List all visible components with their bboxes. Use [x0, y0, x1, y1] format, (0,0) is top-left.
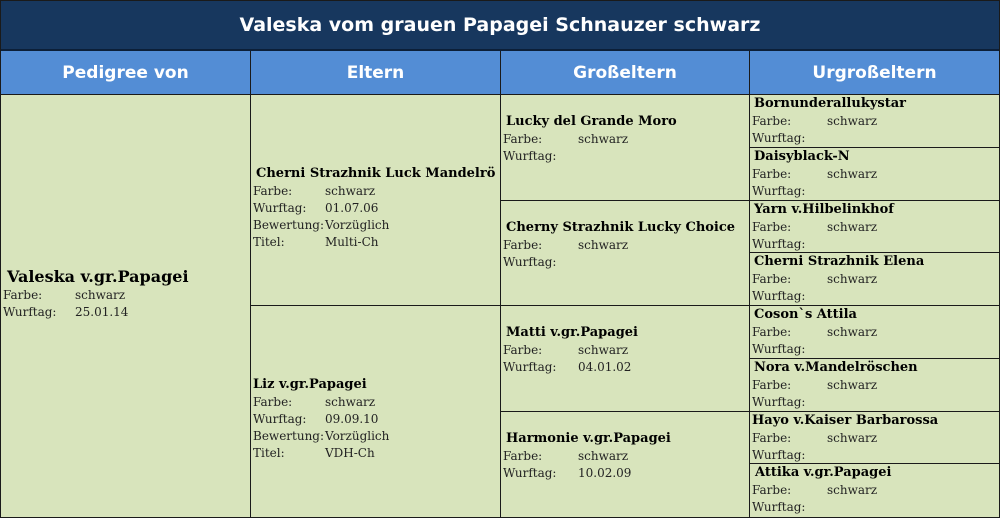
great-grandparent-name: Daisyblack-N	[754, 149, 850, 164]
titel-value: VDH-Ch	[325, 446, 375, 460]
great-grandparent-cell	[750, 201, 999, 253]
farbe-value: schwarz	[827, 378, 878, 392]
bewertung-label: Bewertung:	[253, 218, 325, 232]
header-pedigree-von: Pedigree von	[1, 51, 251, 95]
grandparent-cell	[501, 95, 750, 201]
farbe-label: Farbe:	[503, 132, 543, 146]
farbe-value: schwarz	[827, 483, 878, 497]
farbe-label: Farbe:	[503, 343, 543, 357]
farbe-value: schwarz	[827, 167, 878, 181]
header-urgrosseltern: Urgroßeltern	[750, 51, 999, 95]
grandparent-info	[503, 324, 638, 376]
farbe-label: Farbe:	[752, 114, 792, 128]
great-grandparent-name: Cherni Strazhnik Elena	[754, 254, 925, 269]
wurftag-label: Wurftag:	[752, 500, 806, 514]
parent-info	[253, 165, 495, 251]
farbe-value: schwarz	[827, 272, 878, 286]
parent-cell	[251, 95, 501, 306]
great-grandparent-info	[752, 95, 906, 147]
wurftag-label: Wurftag:	[253, 412, 307, 426]
titel-label: Titel:	[253, 235, 285, 249]
titel-value: Multi-Ch	[325, 235, 379, 249]
wurftag-label: Wurftag:	[752, 184, 806, 198]
farbe-label: Farbe:	[752, 325, 792, 339]
grandparent-info	[503, 219, 735, 271]
great-grandparent-name: Bornunderallukystar	[754, 96, 906, 111]
parent-name: Liz v.gr.Papagei	[253, 377, 367, 392]
subject-name: Valeska v.gr.Papagei	[7, 267, 189, 286]
wurftag-label: Wurftag:	[503, 466, 557, 480]
great-grandparent-name: Nora v.Mandelröschen	[754, 360, 918, 375]
grandparent-cell	[501, 201, 750, 306]
grandparent-info	[503, 113, 677, 165]
wurftag-label: Wurftag:	[503, 149, 557, 163]
farbe-value: schwarz	[325, 184, 376, 198]
farbe-label: Farbe:	[752, 431, 792, 445]
grandparent-cell	[501, 412, 750, 517]
great-grandparent-info	[752, 464, 891, 516]
farbe-label: Farbe:	[503, 449, 543, 463]
grandparent-cell	[501, 306, 750, 412]
great-grandparent-info	[752, 201, 894, 253]
wurftag-value: 10.02.09	[578, 466, 632, 480]
farbe-value: schwarz	[827, 220, 878, 234]
farbe-value: schwarz	[827, 325, 878, 339]
farbe-label: Farbe:	[503, 238, 543, 252]
great-grandparent-cell	[750, 359, 999, 412]
farbe-value: schwarz	[578, 343, 629, 357]
subject-info	[3, 267, 189, 321]
great-grandparent-cell	[750, 412, 999, 464]
farbe-label: Farbe:	[253, 184, 293, 198]
farbe-value: schwarz	[827, 431, 878, 445]
farbe-label: Farbe:	[752, 272, 792, 286]
great-grandparent-name: Attika v.gr.Papagei	[755, 465, 892, 480]
wurftag-value: 01.07.06	[325, 201, 379, 215]
wurftag-label: Wurftag:	[253, 201, 307, 215]
farbe-value: schwarz	[827, 114, 878, 128]
farbe-label: Farbe:	[253, 395, 293, 409]
farbe-label: Farbe:	[752, 220, 792, 234]
parent-name: Cherni Strazhnik Luck Mandelrö	[256, 166, 496, 181]
farbe-value: schwarz	[578, 132, 629, 146]
header-grosseltern: Großeltern	[501, 51, 750, 95]
great-grandparent-name: Yarn v.Hilbelinkhof	[754, 202, 894, 217]
header-eltern: Eltern	[251, 51, 501, 95]
grandparent-name: Lucky del Grande Moro	[506, 114, 677, 129]
great-grandparent-info	[752, 412, 938, 464]
great-grandparent-cell	[750, 306, 999, 359]
farbe-value: schwarz	[325, 395, 376, 409]
farbe-value: schwarz	[578, 238, 629, 252]
farbe-label: Farbe:	[752, 483, 792, 497]
wurftag-label: Wurftag:	[3, 305, 57, 319]
farbe-value: schwarz	[578, 449, 629, 463]
grandparent-info	[503, 430, 671, 482]
parent-info	[253, 376, 389, 462]
great-grandparent-info	[752, 253, 924, 305]
great-grandparent-cell	[750, 95, 999, 148]
farbe-label: Farbe:	[752, 167, 792, 181]
grandparent-name: Harmonie v.gr.Papagei	[506, 431, 671, 446]
great-grandparent-info	[752, 359, 918, 411]
great-grandparent-cell	[750, 148, 999, 201]
farbe-label: Farbe:	[752, 378, 792, 392]
titel-label: Titel:	[253, 446, 285, 460]
wurftag-label: Wurftag:	[752, 448, 806, 462]
page-title: Valeska vom grauen Papagei Schnauzer schwarz	[1, 1, 999, 51]
great-grandparent-name: Hayo v.Kaiser Barbarossa	[752, 413, 939, 428]
bewertung-value: Vorzüglich	[325, 429, 390, 443]
grandparent-name: Matti v.gr.Papagei	[506, 325, 638, 340]
farbe-value: schwarz	[75, 288, 126, 302]
wurftag-label: Wurftag:	[752, 237, 806, 251]
great-grandparent-cell	[750, 464, 999, 517]
farbe-label: Farbe:	[3, 288, 43, 302]
wurftag-label: Wurftag:	[752, 289, 806, 303]
grandparent-name: Cherny Strazhnik Lucky Choice	[506, 220, 736, 235]
great-grandparent-cell	[750, 253, 999, 306]
great-grandparent-info	[752, 306, 877, 358]
wurftag-value: 04.01.02	[578, 360, 632, 374]
wurftag-label: Wurftag:	[752, 395, 806, 409]
wurftag-label: Wurftag:	[503, 255, 557, 269]
bewertung-label: Bewertung:	[253, 429, 325, 443]
wurftag-value: 09.09.10	[325, 412, 379, 426]
wurftag-label: Wurftag:	[752, 131, 806, 145]
great-grandparent-info	[752, 148, 877, 200]
wurftag-label: Wurftag:	[752, 342, 806, 356]
great-grandparent-name: Coson`s Attila	[754, 307, 857, 322]
wurftag-label: Wurftag:	[503, 360, 557, 374]
parent-cell	[251, 306, 501, 517]
bewertung-value: Vorzüglich	[325, 218, 390, 232]
wurftag-value: 25.01.14	[75, 305, 129, 319]
subject-cell	[1, 95, 251, 517]
